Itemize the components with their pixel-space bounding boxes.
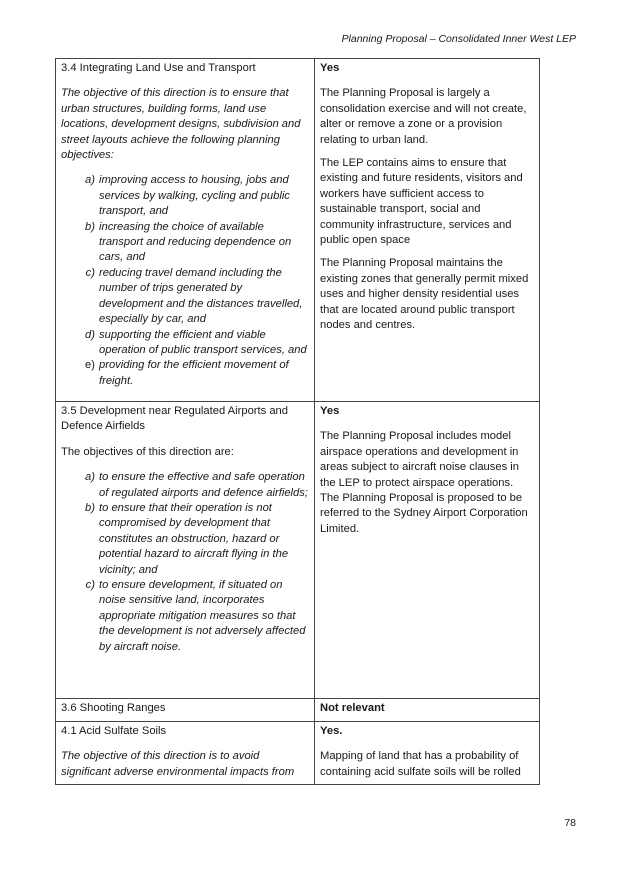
table-row <box>56 722 540 785</box>
direction-objective: The objectives of this direction are: <box>61 445 234 458</box>
response-cell <box>315 59 540 402</box>
page-number: 78 <box>564 817 576 829</box>
table-row <box>56 402 540 699</box>
direction-heading: 3.6 Shooting Ranges <box>61 702 166 714</box>
response-paragraph: The LEP contains aims to ensure that existing and future residents, visitors and workers have sufficient access to sustainable transport, social and community infrastructure, services and public open space <box>320 157 523 247</box>
response-cell <box>315 402 540 699</box>
list-item: c) reducing travel demand including the number of trips generated by development and the distances travelled, especially by car, and <box>85 266 303 326</box>
table-row <box>56 59 540 402</box>
status-label: Yes. <box>320 725 343 737</box>
list-item: b) increasing the choice of available transport and reducing dependence on cars, and <box>85 220 292 264</box>
direction-objective: The objective of this direction is to avoid significant adverse environmental impacts from <box>61 750 295 778</box>
page-header: Planning Proposal – Consolidated Inner West LEP <box>341 33 576 45</box>
direction-heading: 4.1 Acid Sulfate Soils <box>61 725 167 737</box>
direction-cell <box>56 699 315 722</box>
status-label: Not relevant <box>320 702 385 714</box>
table-row <box>56 699 540 722</box>
list-item: e) providing for the efficient movement of freight. <box>85 359 289 387</box>
response-paragraph: The Planning Proposal is largely a consolidation exercise and will not create, alter or remove a zone or a provision relating to urban land. <box>320 87 527 146</box>
list-item: d) supporting the efficient and viable operation of public transport services, and <box>85 328 307 356</box>
objective-list <box>61 173 309 389</box>
direction-objective: The objective of this direction is to ensure that urban structures, building forms, land use locations, development designs, subdivision and street layouts achieve the following planning objectives: <box>61 87 301 162</box>
objective-list <box>61 470 309 655</box>
response-cell <box>315 699 540 722</box>
status-label: Yes <box>320 405 340 417</box>
directions-table <box>55 58 540 785</box>
response-cell <box>315 722 540 785</box>
direction-heading: 3.5 Development near Regulated Airports and Defence Airfields <box>61 405 288 433</box>
response-paragraph: The Planning Proposal maintains the existing zones that generally permit mixed uses and higher density residential uses that are located around public transport nodes and centres. <box>320 257 529 332</box>
direction-cell <box>56 59 315 402</box>
response-paragraph: Mapping of land that has a probability of containing acid sulfate soils will be rolled <box>320 750 521 778</box>
list-item: a) improving access to housing, jobs and services by walking, cycling and public transport, and <box>85 174 290 218</box>
response-paragraph: The Planning Proposal includes model airspace operations and development in areas subject to aircraft noise clauses in the LEP to protect airspace operations. The Planning Proposal is proposed to be referred to the Sydney Airport Corporation Limited. <box>320 430 528 535</box>
list-item: c) to ensure development, if situated on noise sensitive land, incorporates appropriate mitigation measures so that the development is not adversely affected by aircraft noise. <box>85 579 306 653</box>
direction-heading: 3.4 Integrating Land Use and Transport <box>61 62 256 74</box>
direction-cell <box>56 402 315 699</box>
status-label: Yes <box>320 62 340 74</box>
direction-cell <box>56 722 315 785</box>
list-item: b) to ensure that their operation is not compromised by development that constitutes an obstruction, hazard or potential hazard to aircraft flying in the vicinity; and <box>85 502 289 576</box>
list-item: a) to ensure the effective and safe operation of regulated airports and defence airfields; <box>85 471 308 499</box>
